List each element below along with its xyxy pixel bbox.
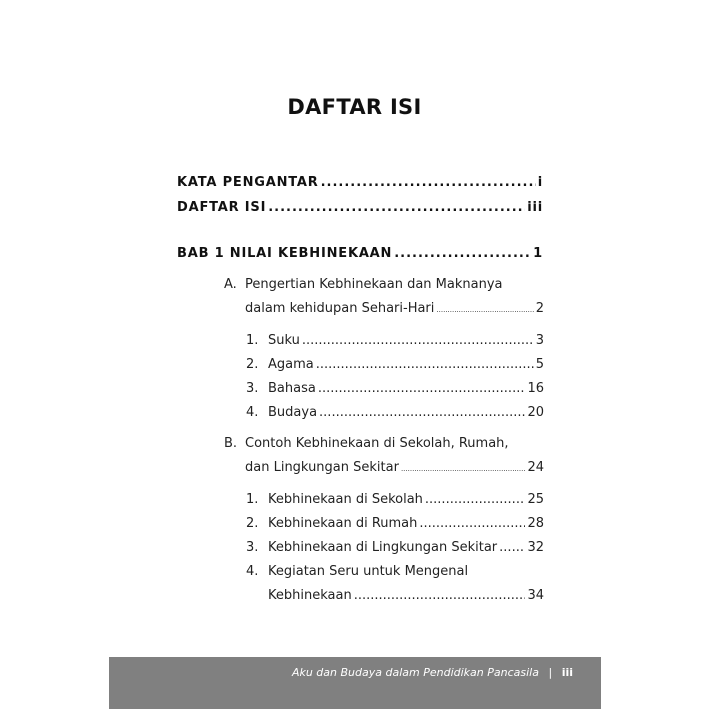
leader-dots — [394, 246, 531, 261]
toc-entry-page: 20 — [527, 405, 544, 420]
toc-entry-label: Kebhinekaan di Sekolah — [268, 492, 423, 507]
toc-entry-page: i — [537, 175, 543, 190]
toc-entry-label: BAB 1 NILAI KEBHINEKAAN — [177, 246, 393, 261]
toc-entry-label: Agama — [268, 357, 314, 372]
leader-dots — [401, 465, 526, 473]
section-title-line[interactable]: Contoh Kebhinekaan di Sekolah, Rumah, — [245, 436, 509, 451]
item-number: 3. — [246, 381, 259, 396]
leader-dots — [436, 306, 533, 314]
leader-dots — [319, 405, 525, 420]
toc-entry-page: 1 — [533, 246, 543, 261]
item-number: 2. — [246, 357, 259, 372]
footer-page-number: iii — [561, 666, 573, 679]
section-marker: B. — [224, 436, 238, 451]
toc-entry-label: Suku — [268, 333, 300, 348]
toc-entry-daftar-isi[interactable] — [177, 200, 543, 215]
toc-entry-label: Kebhinekaan — [268, 588, 352, 603]
leader-dots — [425, 492, 526, 507]
toc-entry-kebhinekaan-rumah[interactable] — [268, 516, 544, 531]
toc-entry-page: 28 — [527, 516, 544, 531]
toc-entry-label: Bahasa — [268, 381, 316, 396]
toc-entry-label: dalam kehidupan Sehari-Hari — [245, 301, 435, 316]
item-number: 1. — [246, 492, 259, 507]
item-number: 2. — [246, 516, 259, 531]
toc-entry-suku[interactable] — [268, 333, 544, 348]
leader-dots — [268, 200, 525, 215]
leader-dots — [316, 357, 534, 372]
toc-entry-page: 32 — [527, 540, 544, 555]
section-marker: A. — [224, 277, 237, 292]
toc-entry-page: 25 — [527, 492, 544, 507]
item-number: 3. — [246, 540, 259, 555]
toc-entry-page: iii — [527, 200, 543, 215]
footer-separator: | — [548, 666, 553, 679]
toc-entry-page: 24 — [527, 460, 544, 475]
toc-entry-page: 3 — [535, 333, 544, 348]
toc-entry-page: 2 — [535, 301, 544, 316]
toc-entry-agama[interactable] — [268, 357, 544, 372]
toc-entry-label-line1[interactable]: Kegiatan Seru untuk Mengenal — [268, 564, 469, 579]
toc-entry-label: dan Lingkungan Sekitar — [245, 460, 399, 475]
section-title-line[interactable]: Pengertian Kebhinekaan dan Maknanya — [245, 277, 503, 292]
toc-entry-kebhinekaan-sekolah[interactable] — [268, 492, 544, 507]
item-number: 4. — [246, 564, 259, 579]
toc-entry-section-b[interactable] — [245, 460, 544, 475]
leader-dots — [318, 381, 526, 396]
toc-entry-bahasa[interactable] — [268, 381, 544, 396]
page-footer — [109, 657, 601, 709]
toc-entry-page: 34 — [527, 588, 544, 603]
toc-entry-label: KATA PENGANTAR — [177, 175, 319, 190]
toc-entry-label: Budaya — [268, 405, 318, 420]
item-number: 1. — [246, 333, 259, 348]
item-number: 4. — [246, 405, 259, 420]
toc-entry-page: 16 — [527, 381, 544, 396]
footer-text — [292, 666, 573, 679]
leader-dots — [321, 175, 536, 190]
leader-dots — [302, 333, 534, 348]
leader-dots — [354, 588, 526, 603]
leader-dots — [419, 516, 525, 531]
toc-entry-label: DAFTAR ISI — [177, 200, 267, 215]
toc-entry-bab-1[interactable] — [177, 246, 543, 261]
leader-dots — [499, 540, 525, 555]
toc-entry-kebhinekaan-lingkungan[interactable] — [268, 540, 544, 555]
toc-entry-kegiatan-seru[interactable] — [268, 588, 544, 603]
toc-entry-label: Kebhinekaan di Rumah — [268, 516, 418, 531]
footer-book-title: Aku dan Budaya dalam Pendidikan Pancasila — [291, 666, 539, 679]
toc-entry-label: Kebhinekaan di Lingkungan Sekitar — [268, 540, 498, 555]
toc-entry-section-a[interactable] — [245, 301, 544, 316]
toc-entry-budaya[interactable] — [268, 405, 544, 420]
toc-entry-page: 5 — [535, 357, 544, 372]
page-title: DAFTAR ISI — [287, 95, 422, 119]
toc-entry-kata-pengantar[interactable] — [177, 175, 543, 190]
